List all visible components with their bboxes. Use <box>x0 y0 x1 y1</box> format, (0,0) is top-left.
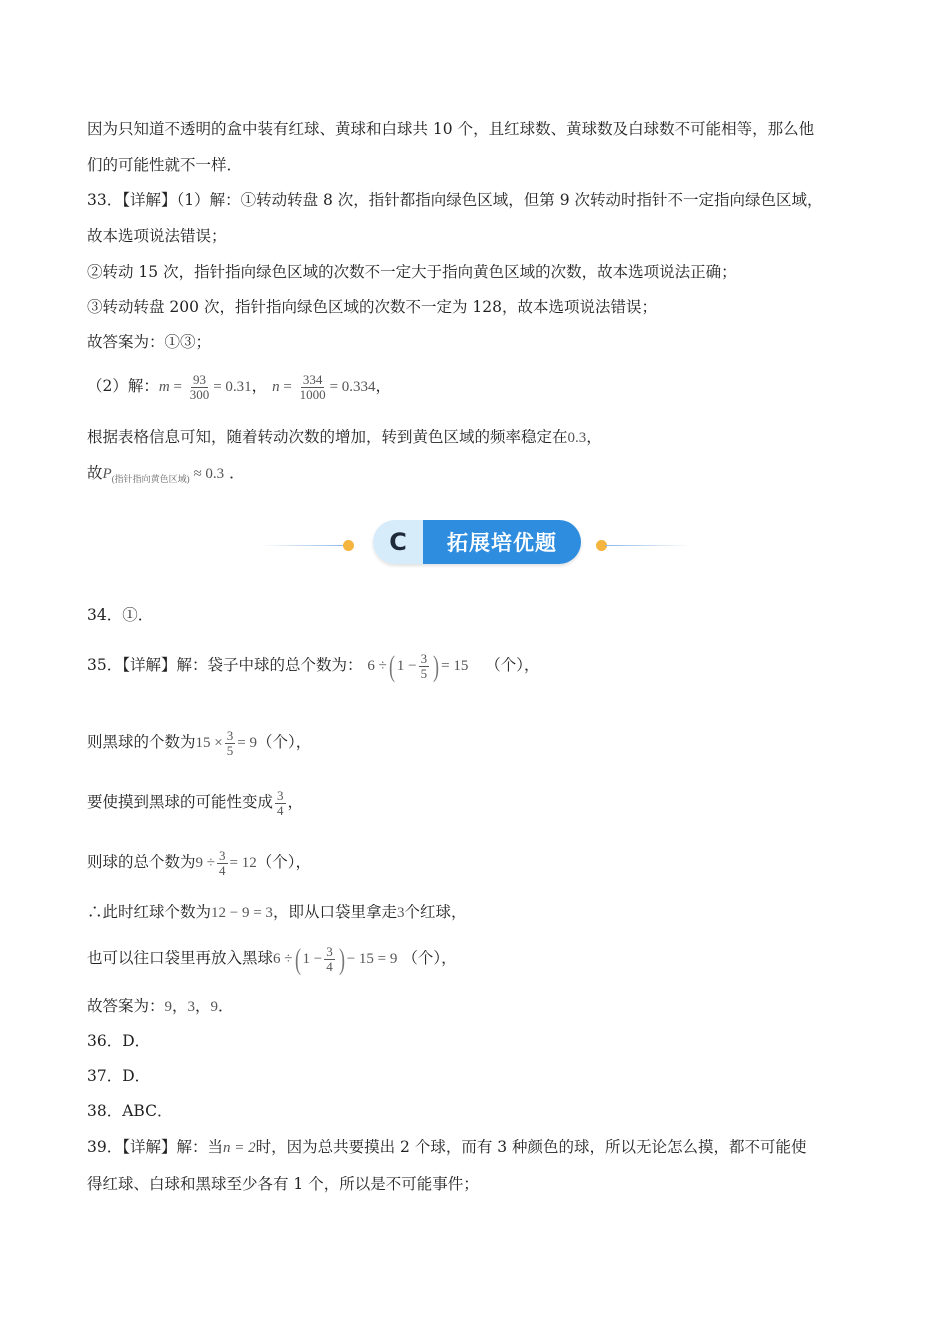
answer-39-line <box>87 1136 807 1159</box>
var-n: n <box>272 379 280 395</box>
separator: ， <box>251 377 268 395</box>
banner-letter: C <box>373 520 423 564</box>
denominator: 4 <box>326 959 333 975</box>
value: 9 <box>210 999 219 1015</box>
numerator: 3 <box>219 848 226 864</box>
numerator: 3 <box>277 788 284 804</box>
numerator: 3 <box>226 728 234 744</box>
paragraph-line <box>87 426 602 449</box>
label: （2）解： <box>87 377 159 395</box>
formula <box>273 942 398 976</box>
answer-34-line: 34．①． <box>87 606 154 624</box>
formula <box>273 788 288 819</box>
value: ≈ 0.3 <box>193 466 225 482</box>
numerator: 3 <box>420 651 428 667</box>
paragraph-line <box>87 901 466 924</box>
paragraph-line: 们的可能性就不一样． <box>87 156 243 174</box>
formula <box>367 649 469 683</box>
denominator: 5 <box>226 743 234 759</box>
value: 9 <box>164 999 173 1015</box>
formula-line <box>87 366 391 407</box>
result: = 12 <box>229 855 257 871</box>
operand: 1 − <box>396 658 417 674</box>
value: 3 <box>396 905 405 921</box>
formula-n: n = $\frac{334}{1000}$ = 0.334 <box>272 372 376 403</box>
text: ，即从口袋里拿走 <box>272 903 397 921</box>
paren-left: ( <box>294 942 301 976</box>
separator: ， <box>375 377 392 395</box>
text: 要使摸到黑球的可能性变成 <box>87 793 274 811</box>
separator: ， <box>586 428 602 446</box>
paragraph-line: 故本选项说法错误； <box>87 227 227 245</box>
formula-line <box>87 722 311 763</box>
separator: ， <box>172 997 188 1015</box>
fraction <box>217 849 228 878</box>
separator: ． <box>218 997 234 1015</box>
text: 时，因为总共要摸出 2 个球，而有 3 种颜色的球，所以无论怎么摸，都不可能使 <box>255 1138 807 1156</box>
denominator: 1000 <box>299 387 326 403</box>
formula-m: m = $\frac{93}{300}$ = 0.31 <box>158 372 252 403</box>
decor-dot-left <box>343 540 354 551</box>
paragraph-line: ②转动 15 次，指针指向绿色区域的次数不一定大于指向黄色区域的次数，故本选项说法正确； <box>87 263 737 281</box>
value: = 0.31 <box>213 379 252 395</box>
answer-37-line: 37．D． <box>87 1067 151 1085</box>
unit: （个）， <box>256 733 312 751</box>
paragraph-line: 故答案为：①③； <box>87 333 212 351</box>
text: 35．【详解】解：袋子中球的总个数为： <box>87 656 363 674</box>
value: 0.3 <box>567 430 587 446</box>
text: 39．【详解】解：当 <box>87 1138 223 1156</box>
numerator: 3 <box>326 944 333 960</box>
numerator: 93 <box>192 372 206 388</box>
text: 个红球， <box>404 903 467 921</box>
text: 则黑球的个数为 <box>87 733 196 751</box>
answer-35-line <box>87 645 540 686</box>
answer-33-line: 33．【详解】（1）解：①转动转盘 8 次，指针都指向绿色区域，但第 9 次转动时指针不一定指向绿色区域， <box>87 191 823 209</box>
answer-38-line: 38．ABC． <box>87 1102 173 1120</box>
unit: （个）， <box>256 853 311 871</box>
fraction <box>324 945 335 974</box>
fraction <box>419 652 430 681</box>
paragraph-line: 得红球、白球和黑球至少各有 1 个，所以是不可能事件； <box>87 1175 479 1193</box>
formula-line <box>87 782 303 823</box>
text: 故 <box>87 464 103 482</box>
text: 也可以往口袋里再放入黑球 <box>87 949 274 967</box>
banner-pill <box>373 520 581 564</box>
result: = 15 <box>441 658 469 674</box>
result: − 15 = 9 <box>346 951 398 967</box>
formula-line <box>87 938 457 979</box>
operand: 15 × <box>195 735 223 751</box>
denominator: 4 <box>219 863 226 879</box>
operand: 6 ÷ <box>367 658 387 674</box>
separator: ． <box>229 464 245 482</box>
denominator: 4 <box>277 803 284 819</box>
paren-left: ( <box>388 649 395 683</box>
banner-title: 拓展培优题 <box>423 520 581 564</box>
text: ∴此时红球个数为 <box>87 903 212 921</box>
formula <box>195 848 257 879</box>
var-m: m <box>158 379 170 395</box>
decor-line-right <box>605 545 690 546</box>
paren-right: ) <box>338 942 345 976</box>
decor-line-left <box>260 545 348 546</box>
text: 根据表格信息可知，随着转动次数的增加，转到黄色区域的频率稳定在 <box>87 428 568 446</box>
text: 故答案为： <box>87 997 165 1015</box>
numerator: 334 <box>302 372 323 388</box>
paragraph-line: ③转动转盘 200 次，指针指向绿色区域的次数不一定为 128，故本选项说法错误； <box>87 298 657 316</box>
formula-line <box>87 462 245 490</box>
text: 则球的总个数为 <box>87 853 196 871</box>
operand: 6 ÷ <box>273 951 293 967</box>
paragraph-line <box>87 995 234 1018</box>
operand: 1 − <box>302 951 323 967</box>
result: = 9 <box>237 735 257 751</box>
fraction <box>275 789 286 818</box>
probability-formula <box>103 466 225 482</box>
formula-line <box>87 842 311 883</box>
separator: ， <box>195 997 211 1015</box>
fraction <box>225 729 236 758</box>
separator: ， <box>287 793 304 811</box>
formula: 12 − 9 = 3 <box>211 905 273 921</box>
fraction <box>188 373 212 402</box>
answer-36-line: 36．D． <box>87 1032 151 1050</box>
unit: （个）， <box>402 949 457 967</box>
denominator: 5 <box>420 666 428 682</box>
subscript: (指针指向黄色区域) <box>111 474 190 484</box>
operand: 9 ÷ <box>195 855 215 871</box>
paren-right: ) <box>433 649 440 683</box>
formula <box>195 728 257 759</box>
var-P: P <box>102 466 112 482</box>
section-banner <box>260 520 690 566</box>
formula: n = 2 <box>222 1140 256 1156</box>
paragraph-line: 因为只知道不透明的盒中装有红球、黄球和白球共 10 个，且红球数、黄球数及白球数不可能相等，那么他 <box>87 120 815 138</box>
unit: （个）， <box>485 656 540 674</box>
value: 3 <box>187 999 196 1015</box>
fraction <box>298 373 328 402</box>
value: = 0.334 <box>329 379 376 395</box>
denominator: 300 <box>189 387 210 403</box>
